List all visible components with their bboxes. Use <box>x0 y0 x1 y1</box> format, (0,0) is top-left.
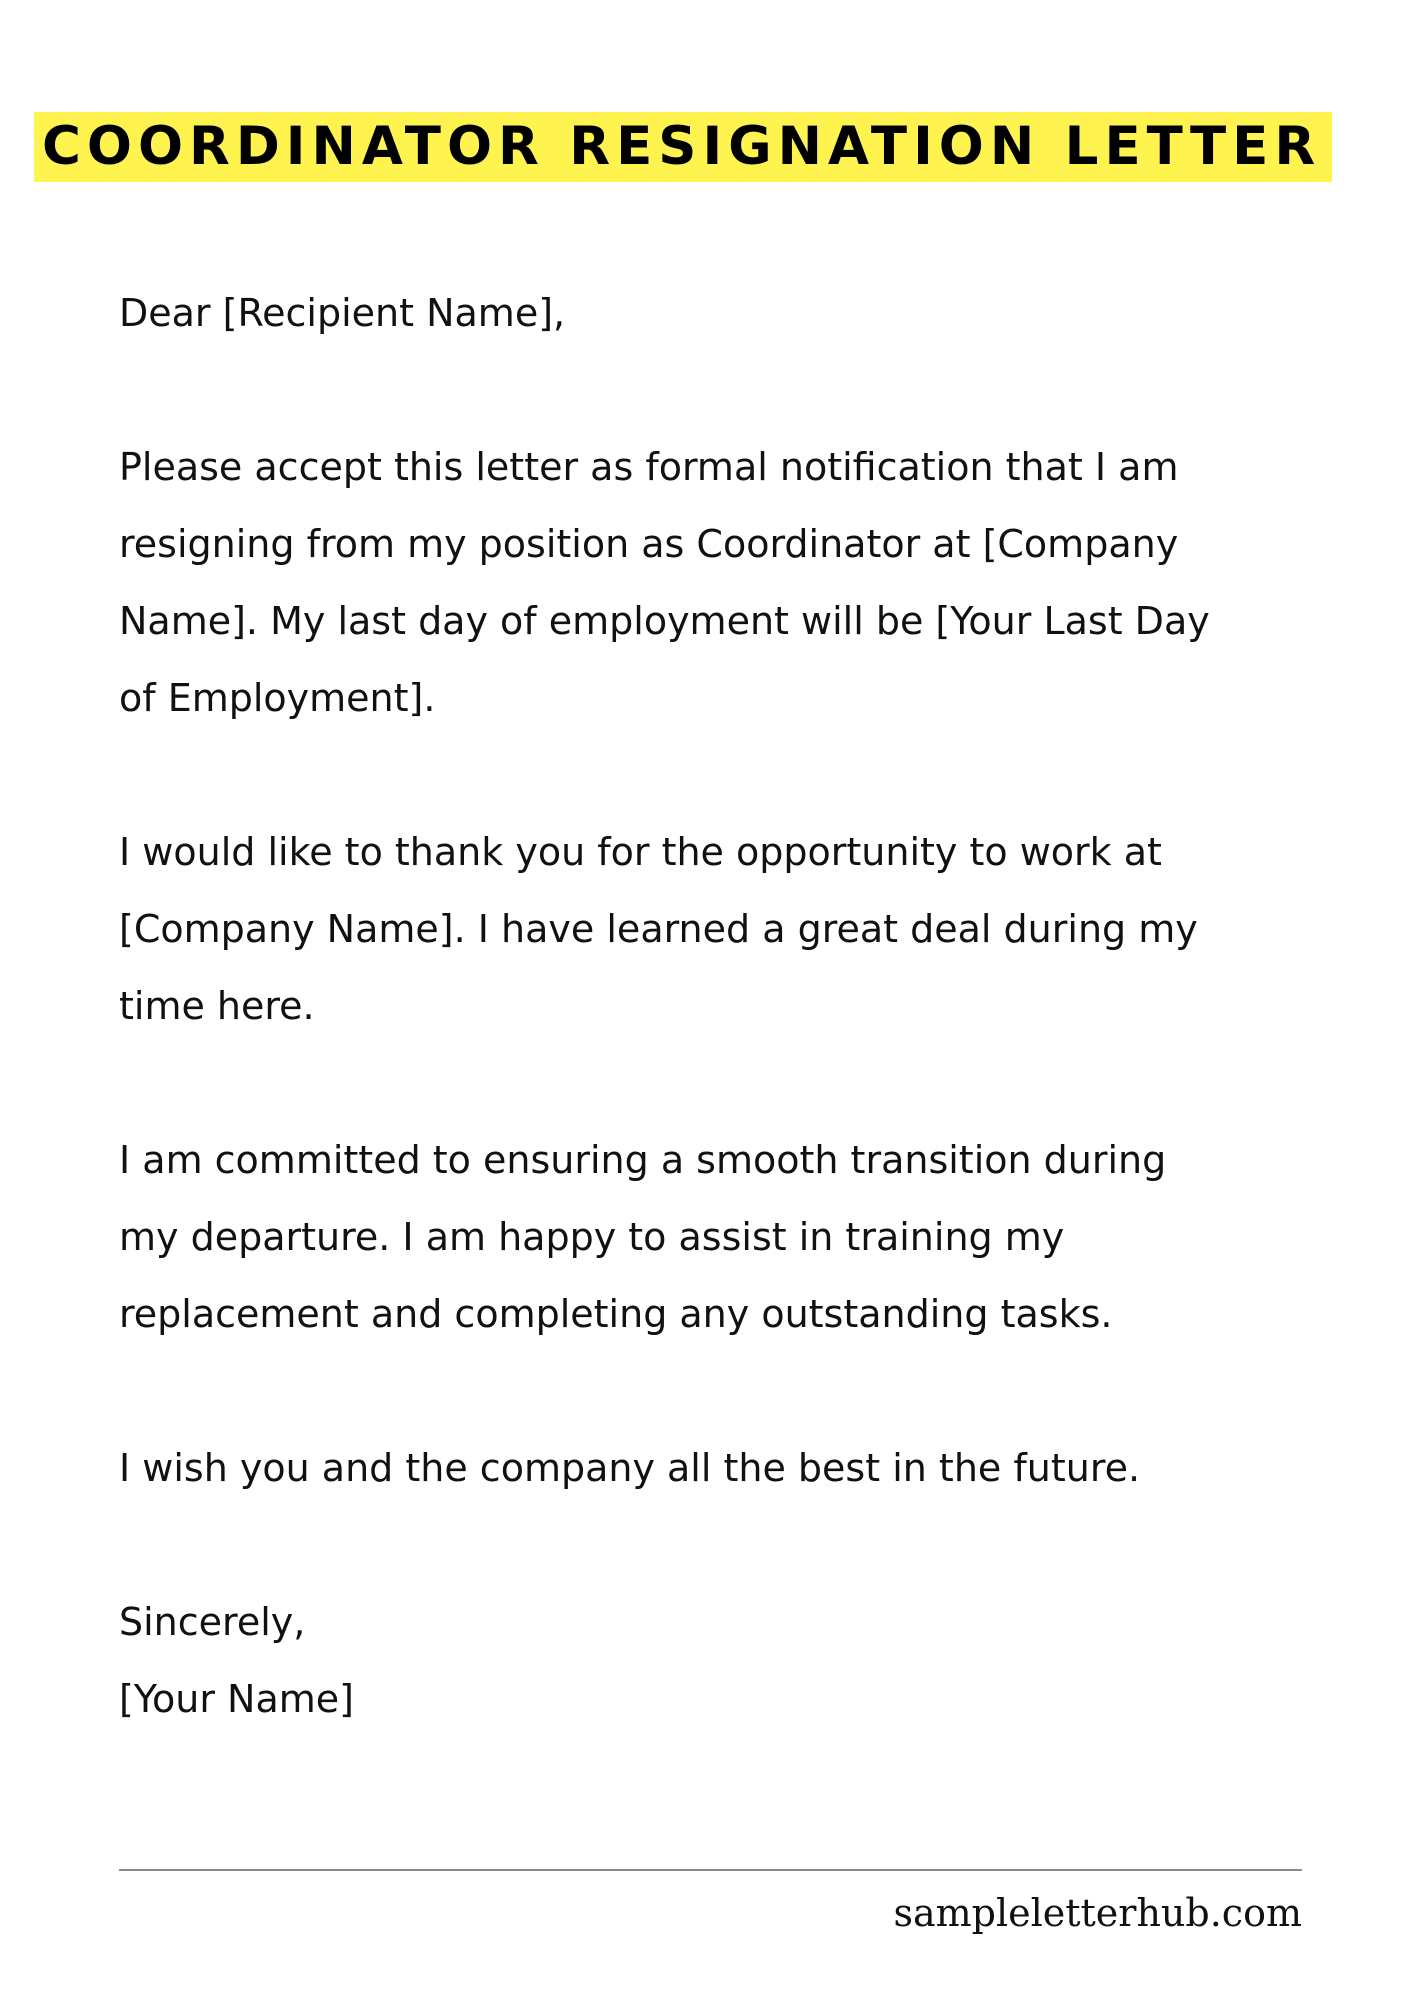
paragraph-line: Name]. My last day of employment will be [Your Last Day <box>119 599 1210 643</box>
paragraph-line: of Employment]. <box>119 676 436 720</box>
paragraph-notification <box>119 429 1369 737</box>
footer-divider <box>119 1869 1302 1871</box>
paragraph-line: I would like to thank you for the opportunity to work at <box>119 830 1162 874</box>
paragraph-thanks <box>119 814 1369 1045</box>
paragraph-transition <box>119 1122 1369 1353</box>
closing: Sincerely, <box>119 1600 306 1644</box>
paragraph-line: replacement and completing any outstanding tasks. <box>119 1292 1113 1336</box>
document-title: COORDINATOR RESIGNATION LETTER <box>42 116 1322 177</box>
paragraph-line: I wish you and the company all the best in the future. <box>119 1446 1141 1490</box>
footer-site-name: sampleletterhub.com <box>893 1891 1302 1935</box>
paragraph-line: resigning from my position as Coordinator at [Company <box>119 522 1179 566</box>
greeting: Dear [Recipient Name], <box>119 291 566 335</box>
paragraph-line: I am committed to ensuring a smooth transition during <box>119 1138 1167 1182</box>
paragraph-line: Please accept this letter as formal notification that I am <box>119 445 1179 489</box>
paragraph-line: my departure. I am happy to assist in training my <box>119 1215 1065 1259</box>
paragraph-line: time here. <box>119 984 315 1028</box>
paragraph-line: [Company Name]. I have learned a great deal during my <box>119 907 1198 951</box>
signature: [Your Name] <box>119 1677 354 1721</box>
paragraph-wishes <box>119 1430 1369 1507</box>
letter-body <box>119 275 1369 1738</box>
